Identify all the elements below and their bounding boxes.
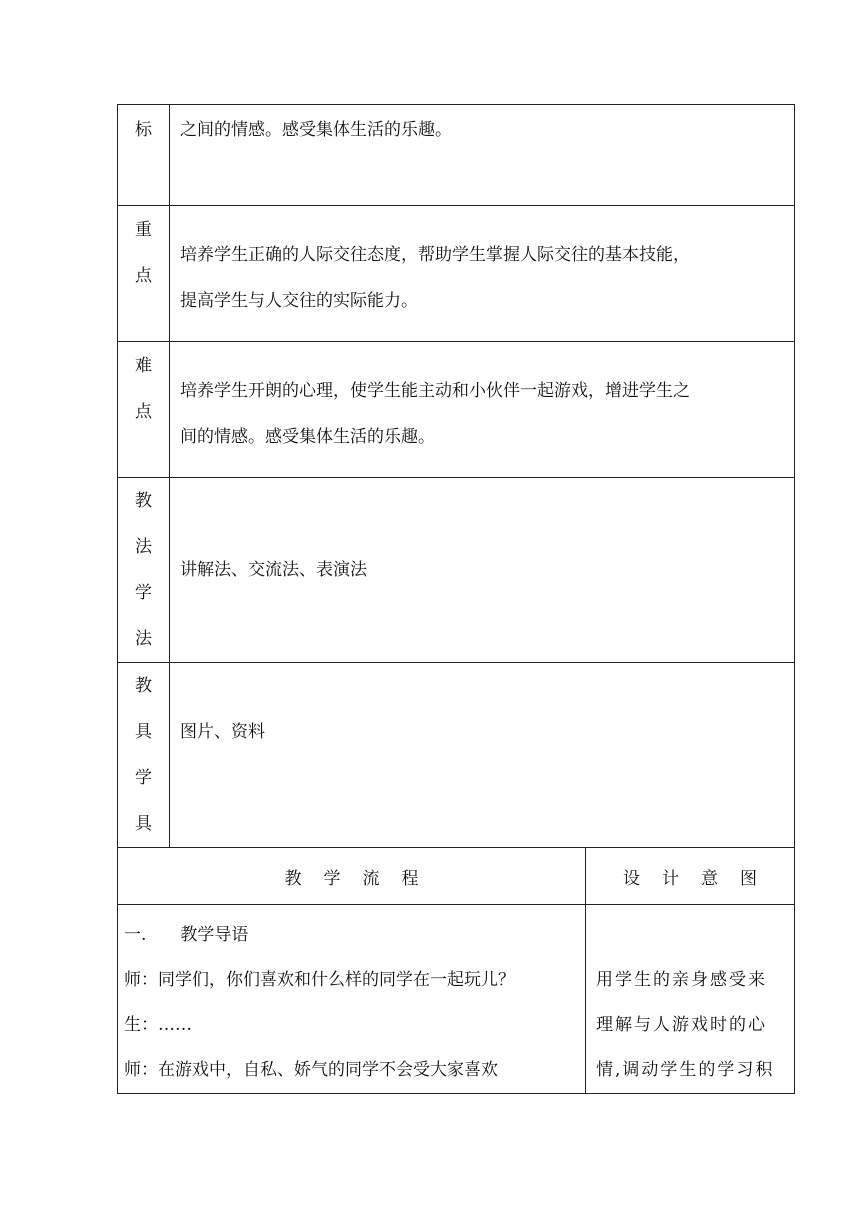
zhongdian-line: 提高学生与人交往的实际能力。 — [180, 290, 418, 311]
flow-header — [118, 848, 586, 905]
zhongdian-line: 培养学生正确的人际交往态度，帮助学生掌握人际交往的基本技能， — [180, 244, 690, 265]
nandian-content — [170, 342, 795, 478]
jiaofa-content — [170, 478, 795, 663]
flow-line: 师：在游戏中，自私、娇气的同学不会受大家喜欢 — [124, 1060, 498, 1080]
jiaoju-content — [170, 663, 795, 848]
label-char: 教 — [135, 491, 152, 511]
label-char: 难 — [135, 356, 152, 376]
flow-line: 生：…… — [124, 1015, 192, 1035]
intent-header — [586, 848, 795, 905]
intent-content — [586, 905, 795, 1094]
label-char: 点 — [135, 266, 152, 286]
row-jiaoju — [118, 663, 795, 848]
nandian-line: 培养学生开朗的心理，使学生能主动和小伙伴一起游戏，增进学生之 — [180, 380, 690, 401]
flow-header-text: 教学流程 — [284, 868, 441, 889]
label-char: 学 — [135, 768, 152, 788]
label-jiaoju — [118, 663, 170, 848]
label-char: 法 — [135, 629, 152, 649]
label-char: 具 — [135, 722, 152, 742]
jiaofa-text: 讲解法、交流法、表演法 — [180, 560, 367, 580]
label-char: 具 — [135, 814, 152, 834]
label-char: 学 — [135, 583, 152, 603]
flow-content — [118, 905, 586, 1094]
label-nandian — [118, 342, 170, 478]
row-zhongdian — [118, 206, 795, 342]
row-nandian — [118, 342, 795, 478]
flow-line: 师：同学们，你们喜欢和什么样的同学在一起玩儿？ — [124, 970, 515, 990]
label-char: 重 — [135, 220, 152, 240]
biao-content — [170, 105, 795, 206]
row-headers — [118, 848, 795, 905]
label-zhongdian — [118, 206, 170, 342]
label-char: 点 — [135, 402, 152, 422]
nandian-line: 间的情感。感受集体生活的乐趣。 — [180, 426, 435, 447]
intent-header-text: 设计意图 — [623, 868, 779, 889]
zhongdian-content — [170, 206, 795, 342]
lesson-plan-table — [117, 104, 795, 1094]
row-biao — [118, 105, 795, 206]
label-char: 标 — [135, 120, 152, 140]
jiaoju-text: 图片、资料 — [180, 722, 265, 742]
intent-line: 情,调动学生的学习积 — [596, 1060, 775, 1080]
row-jiaofa — [118, 478, 795, 663]
intent-line: 理解与人游戏时的心 — [596, 1015, 767, 1035]
biao-text: 之间的情感。感受集体生活的乐趣。 — [180, 120, 452, 140]
intent-line: 用学生的亲身感受来 — [596, 970, 767, 990]
label-biao — [118, 105, 170, 206]
row-flow — [118, 905, 795, 1094]
flow-line: 一. 教学导语 — [124, 925, 249, 945]
label-char: 法 — [135, 537, 152, 557]
label-jiaofa — [118, 478, 170, 663]
label-char: 教 — [135, 676, 152, 696]
